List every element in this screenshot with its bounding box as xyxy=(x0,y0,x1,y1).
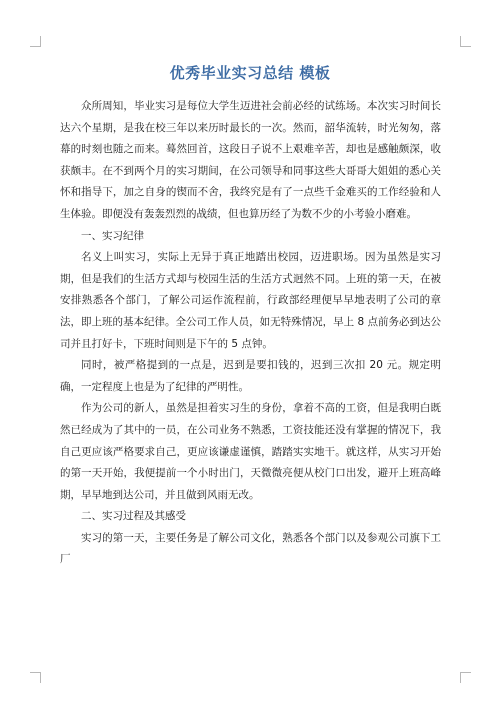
paragraph-discipline-3: 作为公司的新人，虽然是担着实习生的身份，拿着不高的工资，但是我明白既然已经成为了其中的一员，在公司业务不熟悉，工资技能还没有掌握的情况下，我自己更应该严格要求自己，更应该谦虚谨慎，踏踏实实地干。就这样，从实习开始的第一天开始，我便提前一个小时出门，天微微亮便从校门口出发，避开上班高峰期，早早地到达公司，并且做到风雨无改。 xyxy=(60,402,441,501)
crop-mark-bottom-left xyxy=(30,672,41,683)
document-title: 优秀毕业实习总结 模板 xyxy=(169,64,331,82)
document-body xyxy=(60,96,441,571)
crop-mark-top-left xyxy=(30,36,41,47)
paragraph-discipline-2: 同时，被严格提到的一点是，迟到是要扣钱的，迟到三次扣 20 元。规定明确，一定程度上也是为了纪律的严明性。 xyxy=(60,359,441,393)
crop-mark-top-right xyxy=(460,36,471,47)
crop-mark-bottom-right xyxy=(460,672,471,683)
section-heading-discipline: 一、实习纪律 xyxy=(81,229,144,242)
paragraph-process-1: 实习的第一天，主要任务是了解公司文化，熟悉各个部门以及参观公司旗下工厂 xyxy=(60,531,441,566)
paragraph-discipline-1: 名义上叫实习，实际上无异于真正地踏出校园，迈进职场。因为虽然是实习期，但是我们的生活方式却与校园生活的生活方式迥然不同。上班的第一天，在被安排熟悉各个部门，了解公司运作流程前，行政部经理便早早地表明了公司的章法，即上班的基本纪律。全公司工作人员，如无特殊情况，早上 8 点前务必到达公司并且打好卡，下班时间则是下午的 5 点钟。 xyxy=(60,251,441,350)
section-heading-process: 二、实习过程及其感受 xyxy=(81,510,186,523)
paragraph-intro: 众所周知，毕业实习是每位大学生迈进社会前必经的试练场。本次实习时间长达六个星期，是我在校三年以来历时最长的一次。然而，韶华流转，时光匆匆，落幕的时刻也随之而来。蓦然回首，这段日子说不上艰难辛苦，却也是感触颇深，收获颇丰。在不到两个月的实习期间，在公司领导和同事这些大哥哥大姐姐的悉心关怀和指导下，加之自身的锲而不舍，我终究是有了一点些千金难买的工作经验和人生体验。即便没有轰轰烈烈的战绩，但也算历经了为数不少的小考验小磨难。 xyxy=(60,100,441,220)
